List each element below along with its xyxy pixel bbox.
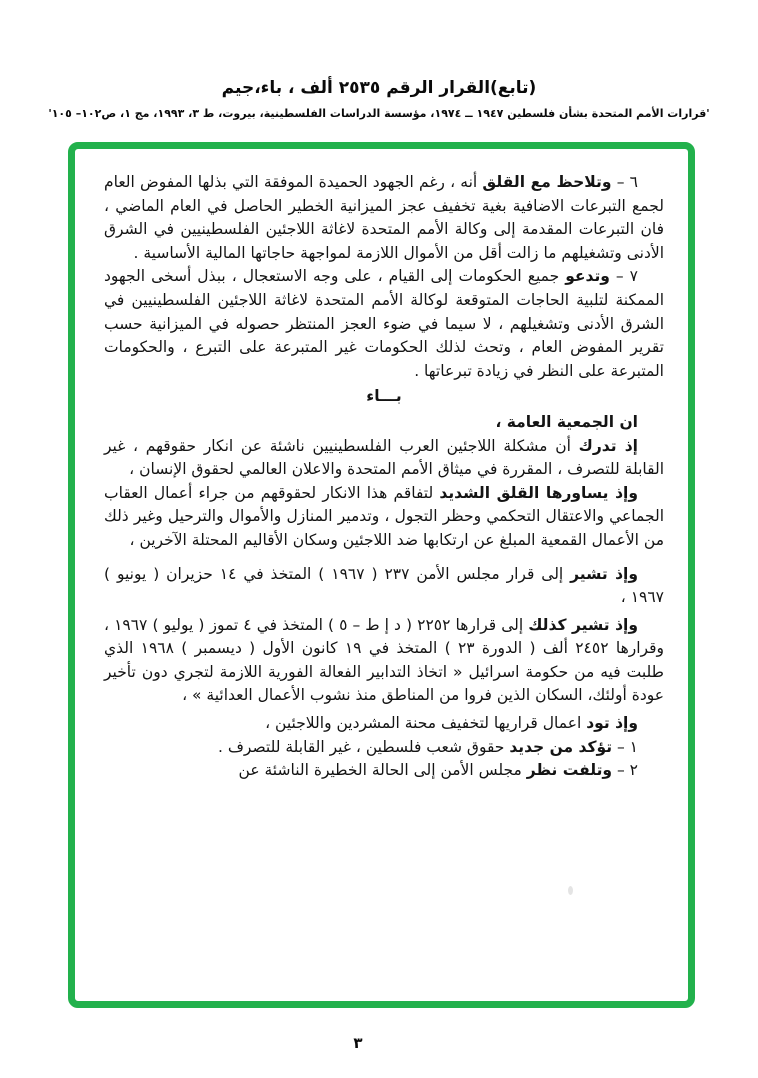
paragraph-number: ١ – xyxy=(612,737,638,756)
paragraph-text: إلى قرار مجلس الأمن ٢٣٧ ( ١٩٦٧ ) المتخذ في ١٤ حزيران ( يونيو ) ١٩٦٧ ، xyxy=(104,564,664,607)
paragraph-text: أن مشكلة اللاجئين العرب الفلسطينيين ناشئة عن انكار حقوقهم ، غير القابلة للتصرف ، المقررة في ميثاق الأمم المتحدة والاعلان العالمي لحقوق الإنسان ، xyxy=(104,436,664,479)
paragraph-text: مجلس الأمن إلى الحالة الخطيرة الناشئة عن xyxy=(238,761,527,780)
paragraph-number: ٢ – xyxy=(612,761,638,780)
paragraph-lead: وإذ يساورها القلق الشديد xyxy=(439,483,638,502)
paragraph-number: ٧ – xyxy=(609,267,638,286)
paragraph-text: اعمال قراريها لتخفيف محنة المشردين واللاجئين ، xyxy=(265,714,587,733)
paragraph-lead: وإذ تشير xyxy=(570,564,638,583)
section-heading-baa: بـــاء xyxy=(366,387,402,406)
paragraph-text: أنه ، رغم الجهود الحميدة الموفقة التي بذلها المفوض العام لجمع التبرعات الاضافية بغية تخفيف عجز الميزانية الخطير الحاصل في العام الماضي ، فان التبرعات المقدمة إلى وكالة الأمم المتحدة لاغاثة اللاجئين الفلسطينيين في الشرق الأدنى وتشغيلهم ما زالت أقل من الأموال اللازمة لمواجهة حاجاتها المالية الأساسية . xyxy=(104,173,664,262)
green-border-frame xyxy=(68,142,695,1008)
paragraph-6 xyxy=(104,171,664,265)
paragraph-text: جميع الحكومات إلى القيام ، على وجه الاستعجال ، ببذل أسخى الجهود الممكنة لتلبية الحاجات المتوقعة لوكالة الأمم المتحدة لاغاثة اللاجئين الفلسطينيين في الشرق الأدنى وتشغيلهم ، لا سيما في ضوء العجز المنتظر حصوله في الميزانية حسب تقرير المفوض العام ، وتحث لذلك الحكومات غير المتبرعة على التبرع ، والحكومات المتبرعة على النظر في زيادة تبرعاتها . xyxy=(104,267,664,380)
paragraph-text: لتفاقم هذا الانكار لحقوقهم من جراء أعمال العقاب الجماعي والاعتقال التحكمي وحظر التجول ، وتدمير المنازل والأموال والترحيل وغير ذلك من الأعمال القمعية المبلغ عن ارتكابها ضد اللاجئين وسكان الأقاليم المحتلة الآخرين ، xyxy=(104,483,664,549)
paragraph-lead: وتدعو xyxy=(565,267,610,286)
paragraph-number: ٦ – xyxy=(611,173,638,191)
scan-smudge xyxy=(568,886,573,895)
paragraph-recalling-237 xyxy=(104,563,664,610)
paragraph-recalling-2252 xyxy=(104,614,664,708)
paragraph-text: إلى قرارها ٢٢٥٢ ( د إ ط – ٥ ) المتخذ في ٤ تموز ( يوليو ) ١٩٦٧ ، وقرارها ٢٤٥٢ ألف ( الدورة ٢٣ ) المتخذ في ١٩ كانون الأول ( ديسمبر ) ١٩٦٨ الذي طلبت فيه من حكومة اسرائيل « اتخاذ التدابير الفعالة الفورية اللازمة لتجري دون تأخير عودة أولئك، السكان الذين فروا من المناطق منذ نشوب الأعمال العدائية » ، xyxy=(104,615,664,705)
paragraph-lead: تؤكد من جديد xyxy=(509,737,613,756)
paragraph-gravely-concerned xyxy=(104,482,664,553)
paragraph-assembly xyxy=(104,411,664,435)
paragraph-realizing xyxy=(104,435,664,482)
page-number: ٣ xyxy=(353,1034,363,1052)
paragraph-item-1 xyxy=(104,736,664,760)
citation-line: 'قرارات الأمم المتحدة بشأن فلسطين ١٩٤٧ ــ ١٩٧٤، مؤسسة الدراسات الفلسطينية، بيروت، ط ٣، ١٩٩٣، مج ١، ص١٠٢– ١٠٥' xyxy=(48,107,710,120)
paragraph-lead: وإذ تشير كذلك xyxy=(528,615,638,634)
paragraph-lead: وتلفت نظر xyxy=(526,761,613,780)
paragraph-lead: وتلاحظ مع القلق xyxy=(482,173,612,191)
document-body xyxy=(104,171,664,783)
paragraph-item-2 xyxy=(104,759,664,783)
document-title: (تابع)القرار الرقم ٢٥٣٥ ألف ، باء،جيم xyxy=(221,78,537,98)
paragraph-7 xyxy=(104,265,664,383)
header xyxy=(0,78,758,120)
paragraph-lead: وإذ تود xyxy=(586,714,638,733)
paragraph-desiring xyxy=(104,712,664,736)
paragraph-lead: إذ تدرك xyxy=(578,436,638,455)
paragraph-text: حقوق شعب فلسطين ، غير القابلة للتصرف . xyxy=(217,737,510,756)
paragraph-lead: ان الجمعية العامة ، xyxy=(495,412,638,431)
